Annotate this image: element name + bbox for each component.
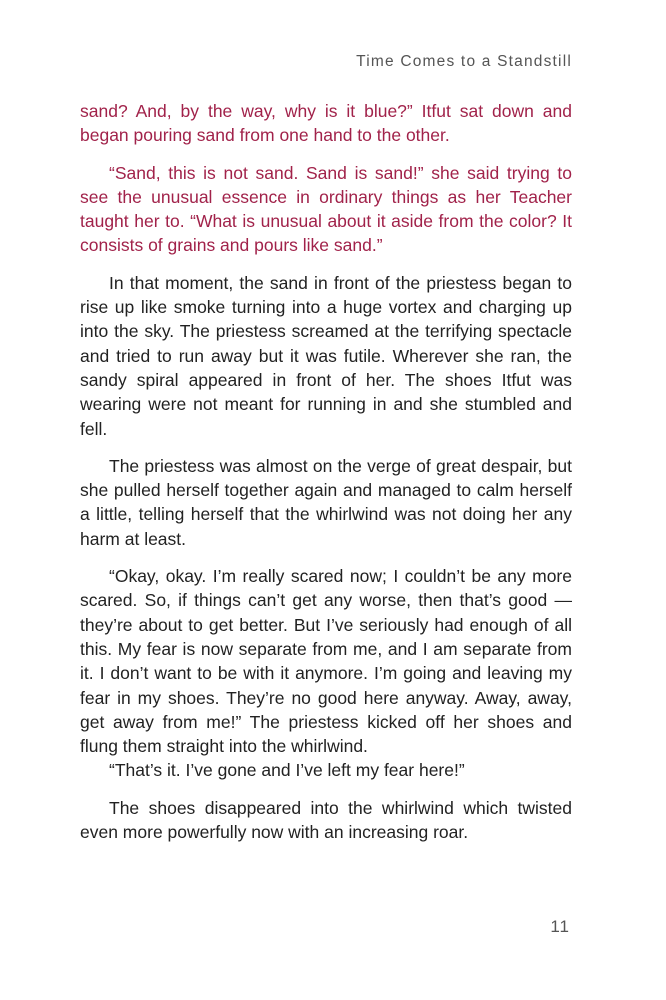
paragraph: The priestess was almost on the verge of great despair, but she pulled herself together again and managed to calm herself a little, telling herself that the whirlwind was not doing her any harm at least.	[80, 455, 572, 549]
paragraph: sand? And, by the way, why is it blue?” Itfut sat down and began pouring sand from one hand to the other.	[80, 101, 572, 146]
running-header: Time Comes to a Standstill	[356, 53, 572, 70]
paragraph: “Sand, this is not sand. Sand is sand!” she said trying to see the unusual essence in ordinary things as her Teacher taught her to. “What is unusual about it aside from the color? It consists of grains and pours like sand.”	[80, 162, 572, 256]
paragraph: “That’s it. I’ve gone and I’ve left my fear here!”	[109, 760, 465, 781]
page-number: 11	[550, 917, 570, 936]
paragraph: The shoes disappeared into the whirlwind which twisted even more powerfully now with an increasing roar.	[80, 797, 572, 843]
paragraph: “Okay, okay. I’m really scared now; I couldn’t be any more scared. So, if things can’t get any worse, then that’s good — they’re about to get better. But I’ve seriously had enough of all this. My fear is now separate from me, and I am separate from it. I don’t want to be with it anymore. I’m going and leaving my fear in my shoes. They’re no good here anyway. Away, away, get away from me!” The priestess kicked off her shoes and flung them straight into the whirlwind.	[80, 566, 572, 757]
body-text	[80, 99, 572, 844]
paragraph: In that moment, the sand in front of the priestess began to rise up like smoke turning into a huge vortex and charging up into the sky. The priestess screamed at the terrifying spectacle and tried to run away but it was futile. Wherever she ran, the sandy spiral appeared in front of her. The shoes Itfut was wearing were not meant for running in and she stumbled and fell.	[80, 272, 572, 439]
